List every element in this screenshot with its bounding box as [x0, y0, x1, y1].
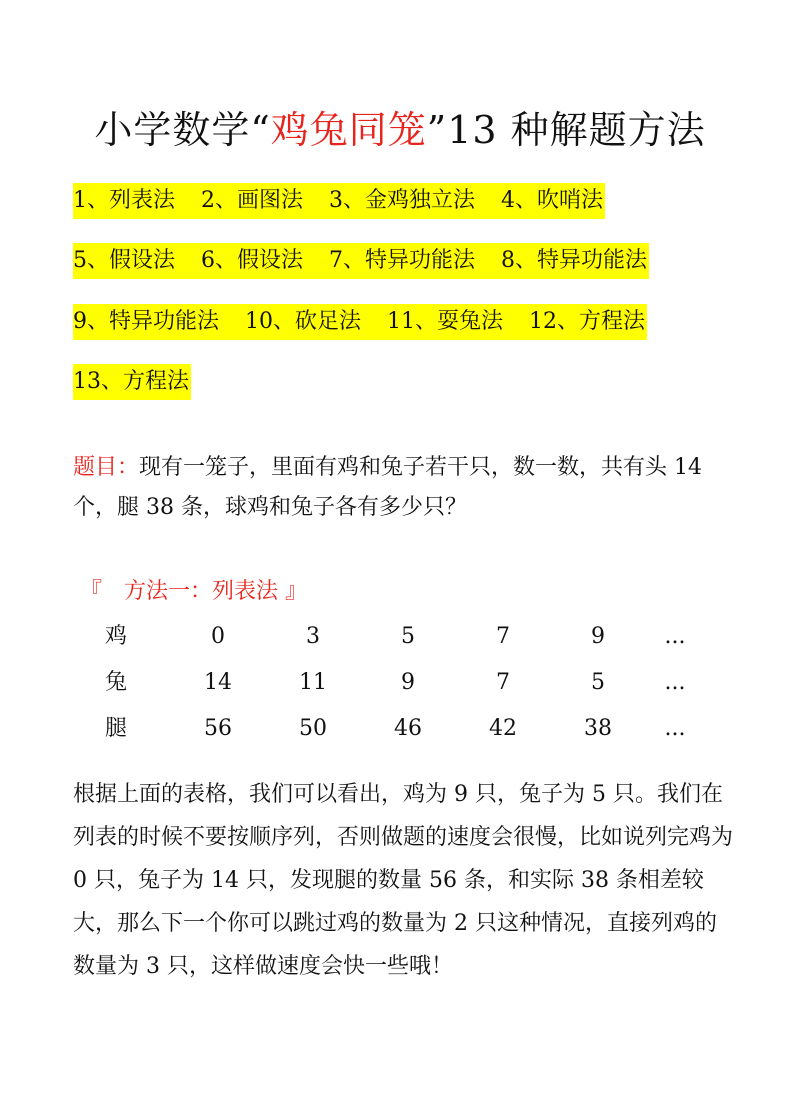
method-item: 11、耍兔法 [387, 309, 503, 334]
table-row-label: 腿 [104, 716, 127, 741]
question-label: 题目： [73, 455, 140, 480]
title-highlight: 鸡兔同笼 [270, 108, 427, 152]
question-paragraph [73, 448, 733, 528]
table-cell: 56 [204, 716, 232, 741]
methods-row-1 [73, 183, 605, 219]
table-cell: 3 [306, 624, 320, 649]
table-cell: 9 [591, 624, 605, 649]
method-one-heading: 『 方法一：列表法 』 [80, 579, 307, 604]
title-suffix: ”13 种解题方法 [426, 108, 706, 152]
methods-row-2 [73, 243, 649, 279]
table-cell: 46 [394, 716, 422, 741]
table-row-label: 兔 [104, 670, 127, 695]
table-cell: 38 [584, 716, 612, 741]
method-item: 9、特异功能法 [73, 309, 219, 334]
page-title [0, 108, 800, 152]
method-item: 4、吹哨法 [501, 188, 603, 213]
table-cell: 9 [401, 670, 415, 695]
method-item: 7、特异功能法 [329, 248, 475, 273]
table-cell: ... [664, 670, 686, 695]
method-item: 12、方程法 [529, 309, 645, 334]
table-cell: 0 [211, 624, 225, 649]
method-item: 5、假设法 [73, 248, 175, 273]
table-cell: 42 [489, 716, 517, 741]
method-item: 6、假设法 [201, 248, 303, 273]
explanation-paragraph: 根据上面的表格，我们可以看出，鸡为 9 只，兔子为 5 只。我们在列表的时候不要按顺序列，否则做题的速度会很慢，比如说列完鸡为 0 只，兔子为 14 只，发现腿的数量 56 条，和实际 38 条相差较大，那么下一个你可以跳过鸡的数量为 2 只这种情况，直接列鸡的数量为 3 只，这样做速度会快一些哦！ [73, 782, 734, 979]
table-cell: 50 [299, 716, 327, 741]
table-cell: ... [664, 624, 686, 649]
table-cell: 7 [496, 670, 510, 695]
method-item: 8、特异功能法 [501, 248, 647, 273]
method-item: 1、列表法 [73, 188, 175, 213]
table-cell: 14 [204, 670, 232, 695]
table-row-label: 鸡 [104, 624, 127, 649]
table-cell: 11 [299, 670, 327, 695]
method-item: 10、砍足法 [245, 309, 361, 334]
method-item: 2、画图法 [201, 188, 303, 213]
methods-row-4 [73, 364, 191, 400]
title-prefix: 小学数学“ [94, 108, 271, 152]
table-cell: 7 [496, 624, 510, 649]
methods-row-3 [73, 304, 647, 340]
method-item: 3、金鸡独立法 [329, 188, 475, 213]
table-cell: 5 [591, 670, 605, 695]
method-item: 13、方程法 [73, 369, 189, 394]
table-cell: 5 [401, 624, 415, 649]
question-text: 现有一笼子，里面有鸡和兔子若干只，数一数，共有头 14 个，腿 38 条，球鸡和兔子各有多少只？ [73, 455, 703, 520]
table-cell: ... [664, 716, 686, 741]
